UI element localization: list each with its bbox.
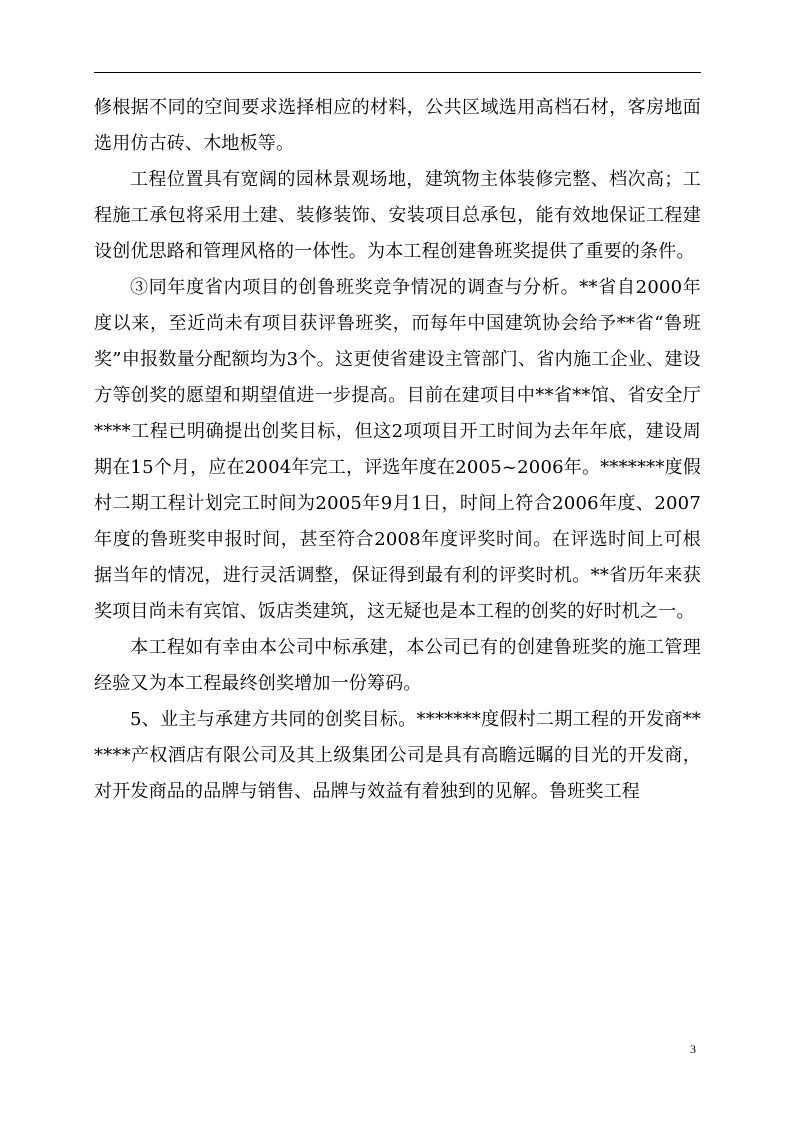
header-rule xyxy=(94,72,701,73)
paragraph-5: 5、业主与承建方共同的创奖目标。*******度假村二期工程的开发商******产权酒店有限公司及其上级集团公司是具有高瞻远瞩的目光的开发商，对开发商品的品牌与销售、品牌与效益有着独到的见解。鲁班奖工程 xyxy=(94,709,701,802)
paragraph-3: ③同年度省内项目的创鲁班奖竞争情况的调查与分析。**省自2000年度以来，至近尚未有项目获评鲁班奖，而每年中国建筑协会给予**省“鲁班奖”申报数量分配额均为3个。这更使省建设主管部门、省内施工企业、建设方等创奖的愿望和期望值进一步提高。目前在建项目中**省**馆、省安全厅****工程已明确提出创奖目标，但这2项项目开工时间为去年年底，建设周期在15个月，应在2004年完工，评选年度在2005~2006年。*******度假村二期工程计划完工时间为2005年9月1日，时间上符合2006年度、2007年度的鲁班奖申报时间，甚至符合2008年度评奖时间。在评选时间上可根据当年的情况，进行灵活调整，保证得到最有利的评奖时机。**省历年来获奖项目尚未有宾馆、饭店类建筑，这无疑也是本工程的创奖的好时机之一。 xyxy=(94,277,701,622)
paragraph-1: 修根据不同的空间要求选择相应的材料，公共区域选用高档石材，客房地面选用仿古砖、木地板等。 xyxy=(94,97,701,154)
paragraph-2: 工程位置具有宽阔的园林景观场地，建筑物主体装修完整、档次高；工程施工承包将采用土建、装修装饰、安装项目总承包，能有效地保证工程建设创优思路和管理风格的一体性。为本工程创建鲁班奖提供了重要的条件。 xyxy=(94,169,701,262)
paragraph-4: 本工程如有幸由本公司中标承建，本公司已有的创建鲁班奖的施工管理经验又为本工程最终创奖增加一份筹码。 xyxy=(94,637,701,694)
document-body xyxy=(94,90,701,810)
page-number: 3 xyxy=(690,1042,696,1056)
